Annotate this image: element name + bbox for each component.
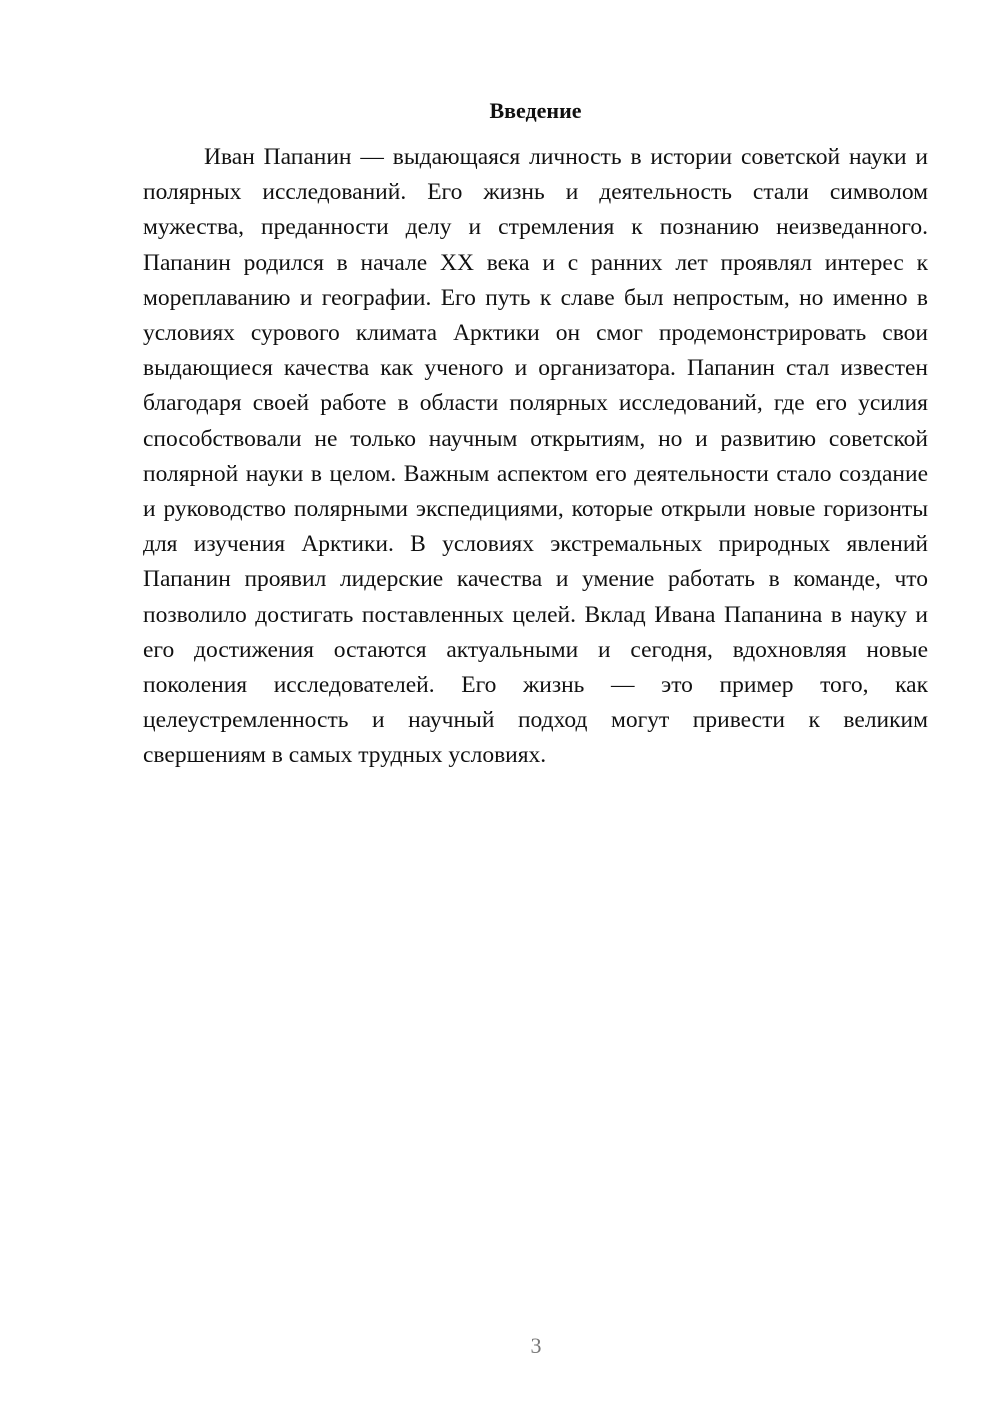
- page-number: 3: [530, 1333, 542, 1358]
- section-heading: Введение: [489, 98, 582, 123]
- body-paragraph: Иван Папанин — выдающаяся личность в истории советской науки и полярных исследований. Его жизнь и деятельность стали символом мужества, преданности делу и стремления к познанию неизведанного. Папанин родился в начале XX века и с ранних лет проявлял интерес к мореплаванию и географии. Его путь к славе был непростым, но именно в условиях сурового климата Арктики он смог продемонстрировать свои выдающиеся качества как ученого и организатора. Папанин стал известен благодаря своей работе в области полярных исследований, где его усилия способствовали не только научным открытиям, но и развитию советской полярной науки в целом. Важным аспектом его деятельности стало создание и руководство полярными экспедициями, которые открыли новые горизонты для изучения Арктики. В условиях экстремальных природных явлений Папанин проявил лидерские качества и умение работать в команде, что позволило достигать поставленных целей. Вклад Ивана Папанина в науку и его достижения остаются актуальными и сегодня, вдохновляя новые поколения исследователей. Его жизнь — это пример того, как целеустремленность и научный подход могут привести к великим свершениям в самых трудных условиях.: [143, 144, 928, 769]
